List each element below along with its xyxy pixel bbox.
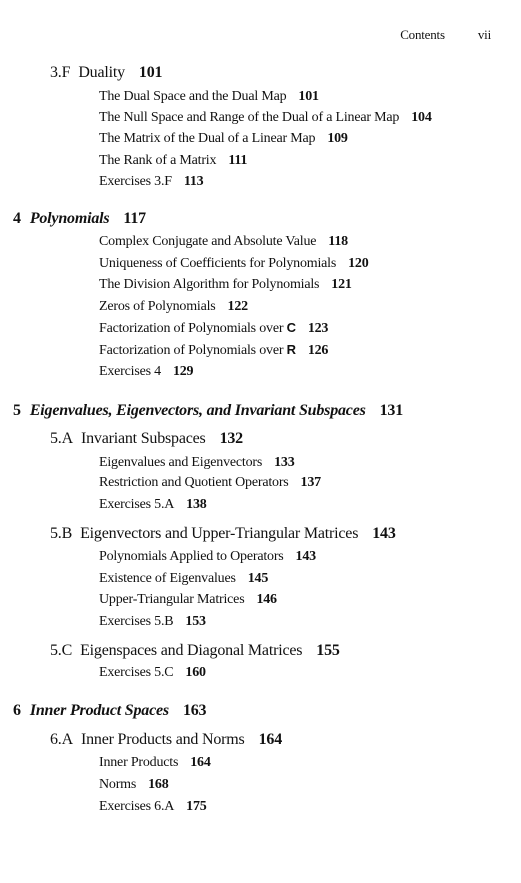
page-number: 175 xyxy=(186,799,207,814)
running-head-title: Contents xyxy=(400,27,445,42)
toc-sub-entry[interactable] xyxy=(99,153,247,169)
sub-title: Existence of Eigenvalues xyxy=(99,571,236,586)
page-number: 164 xyxy=(190,755,211,770)
toc-sub-entry[interactable] xyxy=(99,497,207,513)
page-number: 133 xyxy=(274,455,295,470)
toc-chapter-entry[interactable] xyxy=(13,402,403,420)
section-title: Eigenvectors and Upper-Triangular Matrices xyxy=(80,525,359,542)
page-number: 138 xyxy=(186,497,207,512)
sub-title: Inner Products xyxy=(99,755,179,770)
toc-sub-entry[interactable] xyxy=(99,299,248,315)
sub-title: Polynomials Applied to Operators xyxy=(99,549,284,564)
section-number: 5.C xyxy=(50,642,73,659)
toc-sub-entry[interactable] xyxy=(99,614,206,630)
section-title: Eigenspaces and Diagonal Matrices xyxy=(80,642,303,659)
page-number: 146 xyxy=(256,592,277,607)
page-number: 143 xyxy=(295,549,316,564)
chapter-title: Inner Product Spaces xyxy=(29,702,169,719)
field-symbol: C xyxy=(286,320,296,335)
field-symbol: R xyxy=(286,342,296,357)
page-number: 145 xyxy=(247,571,269,586)
sub-title: Exercises 5.B xyxy=(99,614,174,629)
sub-title: The Null Space and Range of the Dual of a Linear Map xyxy=(99,110,400,125)
toc-sub-entry[interactable] xyxy=(99,234,348,250)
toc-sub-entry[interactable] xyxy=(99,549,316,565)
sub-title: Exercises 3.F xyxy=(99,174,172,189)
sub-title: Eigenvalues and Eigenvectors xyxy=(99,455,263,470)
running-head-page-number: vii xyxy=(477,27,491,42)
page-number: 113 xyxy=(183,174,204,189)
sub-title: Complex Conjugate and Absolute Value xyxy=(99,234,317,249)
page-number: 117 xyxy=(123,210,146,227)
sub-title: Uniqueness of Coefficients for Polynomials xyxy=(99,256,337,271)
sub-title: Exercises 6.A xyxy=(99,799,175,814)
page-number: 168 xyxy=(148,777,169,792)
page-number: 160 xyxy=(185,665,206,680)
chapter-title: Eigenvalues, Eigenvectors, and Invariant Subspaces xyxy=(29,402,366,419)
running-head xyxy=(400,27,491,43)
toc-sub-entry[interactable] xyxy=(99,475,321,491)
toc-sub-entry[interactable] xyxy=(99,256,369,272)
sub-title: The Rank of a Matrix xyxy=(99,153,217,168)
chapter-title: Polynomials xyxy=(29,210,110,227)
toc-section-entry[interactable] xyxy=(50,731,282,749)
page-number: 153 xyxy=(185,614,206,629)
toc-section-entry[interactable] xyxy=(50,430,243,448)
chapter-number: 4 xyxy=(13,210,21,227)
page-number: 120 xyxy=(348,256,369,271)
section-number: 5.B xyxy=(50,525,73,542)
toc-sub-entry[interactable] xyxy=(99,799,207,815)
page-number: 131 xyxy=(379,402,404,419)
page-number: 111 xyxy=(228,153,248,168)
section-number: 3.F xyxy=(50,64,71,81)
chapter-number: 5 xyxy=(13,402,21,419)
sub-title: Exercises 5.C xyxy=(99,665,174,680)
toc-sub-entry[interactable] xyxy=(99,364,193,380)
section-title: Inner Products and Norms xyxy=(80,731,245,748)
toc-chapter-entry[interactable] xyxy=(13,702,206,720)
page-number: 164 xyxy=(258,731,282,748)
chapter-number: 6 xyxy=(13,702,21,719)
toc-sub-entry[interactable] xyxy=(99,455,295,471)
toc-sub-entry[interactable] xyxy=(99,89,319,105)
sub-title: Factorization of Polynomials over xyxy=(99,343,284,358)
toc-section-entry[interactable] xyxy=(50,642,340,660)
page-number: 121 xyxy=(331,277,352,292)
toc-sub-entry[interactable] xyxy=(99,342,328,359)
sub-title: Factorization of Polynomials over xyxy=(99,321,284,336)
section-number: 5.A xyxy=(50,430,73,447)
toc-section-entry[interactable] xyxy=(50,525,396,543)
toc-sub-entry[interactable] xyxy=(99,110,432,126)
section-title: Duality xyxy=(78,64,125,81)
page-number: 132 xyxy=(219,430,243,447)
toc-sub-entry[interactable] xyxy=(99,755,211,771)
section-title: Invariant Subspaces xyxy=(80,430,206,447)
sub-title: Norms xyxy=(99,777,137,792)
sub-title: Exercises 4 xyxy=(99,364,161,379)
page-number: 155 xyxy=(316,642,340,659)
page-number: 163 xyxy=(182,702,207,719)
toc-sub-entry[interactable] xyxy=(99,571,268,587)
section-number: 6.A xyxy=(50,731,73,748)
toc-sub-entry[interactable] xyxy=(99,277,352,293)
sub-title: Restriction and Quotient Operators xyxy=(99,475,289,490)
page-number: 109 xyxy=(327,131,348,146)
page-number: 126 xyxy=(307,343,329,358)
page-number: 123 xyxy=(307,321,329,336)
sub-title: The Dual Space and the Dual Map xyxy=(99,89,287,104)
sub-title: Upper-Triangular Matrices xyxy=(99,592,245,607)
toc-sub-entry[interactable] xyxy=(99,320,328,337)
toc-chapter-entry[interactable] xyxy=(13,210,146,228)
sub-title: The Division Algorithm for Polynomials xyxy=(99,277,320,292)
sub-title: Zeros of Polynomials xyxy=(99,299,216,314)
toc-sub-entry[interactable] xyxy=(99,174,203,190)
page-number: 137 xyxy=(300,475,321,490)
toc-section-entry[interactable] xyxy=(50,64,162,82)
sub-title: The Matrix of the Dual of a Linear Map xyxy=(99,131,316,146)
toc-sub-entry[interactable] xyxy=(99,665,206,681)
toc-sub-entry[interactable] xyxy=(99,131,348,147)
page-number: 101 xyxy=(138,64,163,81)
page-number: 118 xyxy=(328,234,348,249)
page-number: 101 xyxy=(298,89,319,104)
page-number: 104 xyxy=(411,110,432,125)
page-number: 122 xyxy=(227,299,248,314)
page-number: 129 xyxy=(172,364,194,379)
toc-sub-entry[interactable] xyxy=(99,592,277,608)
toc-sub-entry[interactable] xyxy=(99,777,169,793)
page-number: 143 xyxy=(372,525,396,542)
sub-title: Exercises 5.A xyxy=(99,497,175,512)
